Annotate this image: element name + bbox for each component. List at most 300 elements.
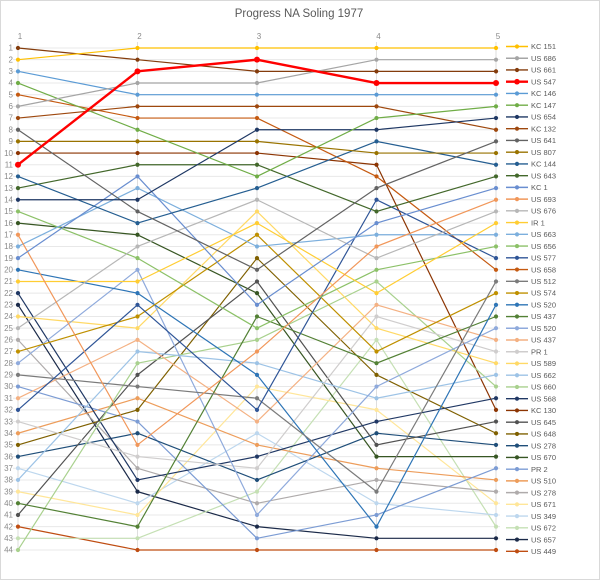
- data-point: [255, 128, 259, 132]
- legend-swatch-marker: [515, 479, 519, 483]
- legend-swatch-marker: [514, 79, 520, 85]
- y-tick-label: 36: [4, 452, 13, 462]
- y-tick-label: 38: [4, 475, 13, 485]
- legend-label: US 589: [531, 359, 557, 369]
- data-point: [135, 454, 139, 458]
- data-point: [374, 384, 378, 388]
- data-point: [494, 548, 498, 552]
- data-point: [494, 408, 498, 412]
- legend-swatch-marker: [515, 420, 519, 424]
- data-point: [135, 373, 139, 377]
- data-point: [255, 408, 259, 412]
- data-point: [255, 256, 259, 260]
- data-point: [135, 303, 139, 307]
- data-point: [16, 291, 20, 295]
- legend-swatch-marker: [515, 174, 519, 178]
- data-point: [494, 151, 498, 155]
- data-point: [494, 268, 498, 272]
- data-point: [16, 361, 20, 365]
- data-point: [374, 151, 378, 155]
- data-point: [494, 163, 498, 167]
- data-point: [494, 198, 498, 202]
- y-tick-label: 25: [4, 323, 13, 333]
- legend-label: US 672: [531, 523, 557, 533]
- legend-label: US 520: [531, 300, 557, 310]
- data-point: [255, 384, 259, 388]
- legend-label: KC 1: [531, 183, 548, 193]
- legend-swatch-marker: [515, 162, 519, 166]
- legend-swatch-marker: [515, 267, 519, 271]
- data-point: [374, 490, 378, 494]
- data-point: [135, 349, 139, 353]
- data-point: [494, 46, 498, 50]
- legend-swatch-marker: [515, 291, 519, 295]
- data-point: [374, 186, 378, 190]
- y-tick-label: 6: [8, 102, 13, 112]
- data-point: [16, 93, 20, 97]
- legend-swatch-marker: [515, 115, 519, 119]
- data-point: [374, 303, 378, 307]
- data-point: [135, 244, 139, 248]
- data-point: [135, 233, 139, 237]
- legend-label: US 577: [531, 253, 557, 263]
- y-tick-label: 31: [4, 393, 13, 403]
- data-point: [494, 93, 498, 97]
- data-point: [254, 57, 260, 63]
- data-point: [494, 396, 498, 400]
- legend-swatch-marker: [515, 502, 519, 506]
- y-tick-label: 23: [4, 300, 13, 310]
- legend-label: US 676: [531, 206, 557, 216]
- legend-label: KC 144: [531, 159, 557, 169]
- data-point: [374, 291, 378, 295]
- legend-label: US 686: [531, 53, 557, 63]
- data-point: [16, 198, 20, 202]
- data-point: [16, 128, 20, 132]
- legend-swatch-marker: [515, 150, 519, 154]
- legend-swatch-marker: [515, 68, 519, 72]
- legend-swatch-marker: [515, 56, 519, 60]
- data-point: [494, 490, 498, 494]
- y-tick-label: 40: [4, 498, 13, 508]
- data-point: [255, 233, 259, 237]
- y-tick-label: 34: [4, 428, 13, 438]
- data-point: [16, 46, 20, 50]
- legend-swatch-marker: [515, 138, 519, 142]
- data-point: [374, 326, 378, 330]
- legend-label: US 661: [531, 65, 557, 75]
- data-point: [255, 186, 259, 190]
- legend-label: US 437: [531, 335, 557, 345]
- legend-swatch-marker: [515, 244, 519, 248]
- data-point: [135, 419, 139, 423]
- data-point: [494, 361, 498, 365]
- data-point: [16, 466, 20, 470]
- y-tick-label: 32: [4, 405, 13, 415]
- data-point: [135, 104, 139, 108]
- data-point: [494, 244, 498, 248]
- y-tick-label: 20: [4, 265, 13, 275]
- data-point: [135, 58, 139, 62]
- legend-label: US 510: [531, 476, 557, 486]
- legend-swatch-marker: [515, 326, 519, 330]
- y-tick-label: 14: [4, 195, 13, 205]
- data-point: [16, 396, 20, 400]
- data-point: [135, 314, 139, 318]
- data-point: [494, 513, 498, 517]
- legend-swatch-marker: [515, 185, 519, 189]
- data-point: [374, 256, 378, 260]
- data-point: [374, 338, 378, 342]
- legend-swatch-marker: [515, 397, 519, 401]
- data-point: [16, 221, 20, 225]
- data-point: [493, 80, 499, 86]
- data-point: [135, 279, 139, 283]
- legend-swatch-marker: [515, 373, 519, 377]
- chart-title: Progress NA Soling 1977: [234, 8, 364, 20]
- data-point: [255, 419, 259, 423]
- data-point: [16, 373, 20, 377]
- data-point: [494, 419, 498, 423]
- legend-swatch-marker: [515, 491, 519, 495]
- data-point: [374, 373, 378, 377]
- legend-label: US 349: [531, 511, 557, 521]
- data-point: [494, 478, 498, 482]
- data-point: [135, 384, 139, 388]
- data-point: [135, 513, 139, 517]
- data-point: [16, 431, 20, 435]
- data-point: [374, 314, 378, 318]
- legend-label: US 654: [531, 112, 557, 122]
- data-point: [494, 58, 498, 62]
- data-point: [255, 478, 259, 482]
- data-point: [494, 221, 498, 225]
- legend-swatch-marker: [515, 537, 519, 541]
- legend-label: US 693: [531, 194, 557, 204]
- y-tick-label: 39: [4, 487, 13, 497]
- legend-swatch-marker: [515, 338, 519, 342]
- data-point: [135, 525, 139, 529]
- data-point: [255, 373, 259, 377]
- data-point: [16, 81, 20, 85]
- data-point: [255, 69, 259, 73]
- y-tick-label: 10: [4, 148, 13, 158]
- data-point: [255, 116, 259, 120]
- data-point: [494, 303, 498, 307]
- legend-label: US 449: [531, 547, 557, 557]
- legend-label: US 658: [531, 265, 557, 275]
- data-point: [494, 233, 498, 237]
- y-tick-label: 16: [4, 218, 13, 228]
- data-point: [494, 314, 498, 318]
- data-point: [374, 431, 378, 435]
- data-point: [16, 338, 20, 342]
- data-point: [16, 525, 20, 529]
- data-point: [374, 419, 378, 423]
- legend-swatch-marker: [515, 221, 519, 225]
- data-point: [16, 69, 20, 73]
- y-tick-label: 35: [4, 440, 13, 450]
- data-point: [255, 151, 259, 155]
- data-point: [135, 326, 139, 330]
- data-point: [374, 104, 378, 108]
- y-tick-label: 18: [4, 242, 13, 252]
- y-tick-label: 26: [4, 335, 13, 345]
- data-point: [16, 139, 20, 143]
- data-point: [374, 46, 378, 50]
- data-point: [16, 244, 20, 248]
- data-point: [494, 443, 498, 447]
- data-point: [255, 525, 259, 529]
- legend-swatch-marker: [515, 232, 519, 236]
- data-point: [494, 69, 498, 73]
- legend-swatch-marker: [515, 432, 519, 436]
- data-point: [255, 396, 259, 400]
- data-point: [374, 139, 378, 143]
- legend-label: US 278: [531, 441, 557, 451]
- data-point: [135, 548, 139, 552]
- y-tick-label: 37: [4, 463, 13, 473]
- data-point: [374, 279, 378, 283]
- data-point: [374, 221, 378, 225]
- data-point: [255, 513, 259, 517]
- data-point: [16, 443, 20, 447]
- data-point: [16, 548, 20, 552]
- y-tick-label: 13: [4, 183, 13, 193]
- data-point: [374, 198, 378, 202]
- data-point: [16, 536, 20, 540]
- legend-label: US 656: [531, 241, 557, 251]
- data-point: [16, 326, 20, 330]
- data-point: [255, 291, 259, 295]
- data-point: [494, 256, 498, 260]
- data-point: [16, 268, 20, 272]
- data-point: [135, 128, 139, 132]
- data-point: [16, 478, 20, 482]
- data-point: [494, 279, 498, 283]
- legend-label: IR 1: [531, 218, 545, 228]
- legend-label: PR 1: [531, 347, 548, 357]
- legend-swatch-marker: [515, 514, 519, 518]
- data-point: [135, 139, 139, 143]
- data-point: [255, 104, 259, 108]
- data-point: [16, 454, 20, 458]
- data-point: [255, 490, 259, 494]
- y-tick-label: 9: [8, 137, 13, 147]
- legend-label: US 641: [531, 136, 557, 146]
- legend-swatch-marker: [515, 303, 519, 307]
- data-point: [494, 174, 498, 178]
- legend-swatch-marker: [515, 197, 519, 201]
- y-tick-label: 41: [4, 510, 13, 520]
- legend-label: PR 2: [531, 464, 548, 474]
- data-point: [135, 116, 139, 120]
- data-point: [135, 81, 139, 85]
- data-point: [494, 128, 498, 132]
- legend-swatch-marker: [515, 279, 519, 283]
- x-tick-label: 2: [137, 32, 142, 41]
- data-point: [16, 303, 20, 307]
- data-point: [16, 314, 20, 318]
- data-point: [255, 209, 259, 213]
- data-point: [135, 431, 139, 435]
- data-point: [16, 209, 20, 213]
- legend-swatch-marker: [515, 256, 519, 260]
- data-point: [135, 361, 139, 365]
- data-point: [494, 186, 498, 190]
- data-point: [135, 408, 139, 412]
- legend-swatch-marker: [515, 350, 519, 354]
- y-tick-label: 42: [4, 522, 13, 532]
- legend-label: KC 132: [531, 124, 557, 134]
- data-point: [135, 501, 139, 505]
- data-point: [494, 104, 498, 108]
- data-point: [374, 93, 378, 97]
- data-point: [494, 466, 498, 470]
- data-point: [16, 174, 20, 178]
- y-tick-label: 3: [8, 67, 13, 77]
- data-point: [374, 209, 378, 213]
- data-point: [135, 186, 139, 190]
- data-point: [135, 198, 139, 202]
- data-point: [494, 326, 498, 330]
- y-tick-label: 33: [4, 417, 13, 427]
- data-point: [255, 198, 259, 202]
- data-point: [255, 349, 259, 353]
- data-point: [255, 501, 259, 505]
- data-point: [255, 279, 259, 283]
- data-point: [16, 513, 20, 517]
- data-point: [494, 338, 498, 342]
- y-tick-label: 2: [8, 55, 13, 65]
- data-point: [135, 209, 139, 213]
- data-point: [255, 93, 259, 97]
- data-point: [135, 151, 139, 155]
- data-point: [255, 536, 259, 540]
- data-point: [374, 80, 380, 86]
- y-tick-label: 17: [4, 230, 13, 240]
- data-point: [374, 361, 378, 365]
- data-point: [374, 69, 378, 73]
- data-point: [374, 525, 378, 529]
- data-point: [494, 373, 498, 377]
- data-point: [494, 525, 498, 529]
- legend-swatch-marker: [515, 549, 519, 553]
- data-point: [16, 279, 20, 283]
- y-tick-label: 12: [4, 172, 13, 182]
- legend-label: US 278: [531, 488, 557, 498]
- data-point: [16, 490, 20, 494]
- y-tick-label: 4: [8, 78, 13, 88]
- data-point: [255, 303, 259, 307]
- data-point: [135, 93, 139, 97]
- data-point: [16, 256, 20, 260]
- y-tick-label: 1: [8, 43, 13, 53]
- y-tick-label: 29: [4, 370, 13, 380]
- legend-label: US 660: [531, 382, 557, 392]
- legend-label: US 547: [531, 77, 557, 87]
- data-point: [494, 349, 498, 353]
- data-point: [494, 431, 498, 435]
- legend-label: US 663: [531, 230, 557, 240]
- data-point: [16, 58, 20, 62]
- data-point: [16, 349, 20, 353]
- data-point: [16, 384, 20, 388]
- data-point: [374, 443, 378, 447]
- x-tick-label: 5: [495, 32, 501, 41]
- data-point: [16, 116, 20, 120]
- data-point: [135, 256, 139, 260]
- data-point: [374, 408, 378, 412]
- data-point: [494, 139, 498, 143]
- legend-label: US 662: [531, 370, 557, 380]
- x-tick-label: 3: [256, 32, 262, 41]
- y-tick-label: 28: [4, 358, 13, 368]
- data-point: [255, 163, 259, 167]
- data-point: [374, 163, 378, 167]
- x-tick-label: 4: [376, 32, 381, 41]
- data-point: [135, 536, 139, 540]
- data-point: [255, 431, 259, 435]
- y-tick-label: 43: [4, 534, 13, 544]
- y-tick-label: 5: [8, 90, 13, 100]
- data-point: [494, 536, 498, 540]
- data-point: [135, 46, 139, 50]
- legend-swatch-marker: [515, 103, 519, 107]
- legend-label: US 807: [531, 147, 557, 157]
- legend-label: KC 146: [531, 89, 557, 99]
- data-point: [255, 454, 259, 458]
- data-point: [374, 478, 378, 482]
- y-tick-label: 7: [8, 113, 13, 123]
- data-point: [135, 291, 139, 295]
- x-tick-label: 1: [17, 32, 23, 41]
- legend-swatch-marker: [515, 361, 519, 365]
- data-point: [255, 81, 259, 85]
- legend-label: US 512: [531, 277, 557, 286]
- legend-label: US 643: [531, 171, 557, 181]
- data-point: [255, 326, 259, 330]
- legend-swatch-marker: [515, 467, 519, 471]
- legend-label: US 670: [531, 453, 557, 463]
- data-point: [374, 58, 378, 62]
- data-point: [494, 384, 498, 388]
- legend-label: US 568: [531, 394, 557, 404]
- data-point: [374, 466, 378, 470]
- legend-label: KC 147: [531, 100, 557, 110]
- data-point: [16, 104, 20, 108]
- data-point: [135, 490, 139, 494]
- data-point: [374, 174, 378, 178]
- legend-swatch-marker: [515, 444, 519, 448]
- data-point: [374, 116, 378, 120]
- legend-swatch-marker: [515, 44, 519, 48]
- data-point: [255, 268, 259, 272]
- data-point: [135, 338, 139, 342]
- data-point: [374, 454, 378, 458]
- legend-swatch-marker: [515, 526, 519, 530]
- data-point: [255, 466, 259, 470]
- data-point: [255, 443, 259, 447]
- legend-label: US 437: [531, 312, 557, 322]
- data-point: [374, 233, 378, 237]
- y-tick-label: 21: [4, 277, 13, 287]
- legend-label: US 520: [531, 323, 557, 333]
- data-point: [255, 46, 259, 50]
- y-tick-label: 44: [4, 545, 13, 555]
- data-point: [374, 501, 378, 505]
- legend-swatch-marker: [515, 209, 519, 213]
